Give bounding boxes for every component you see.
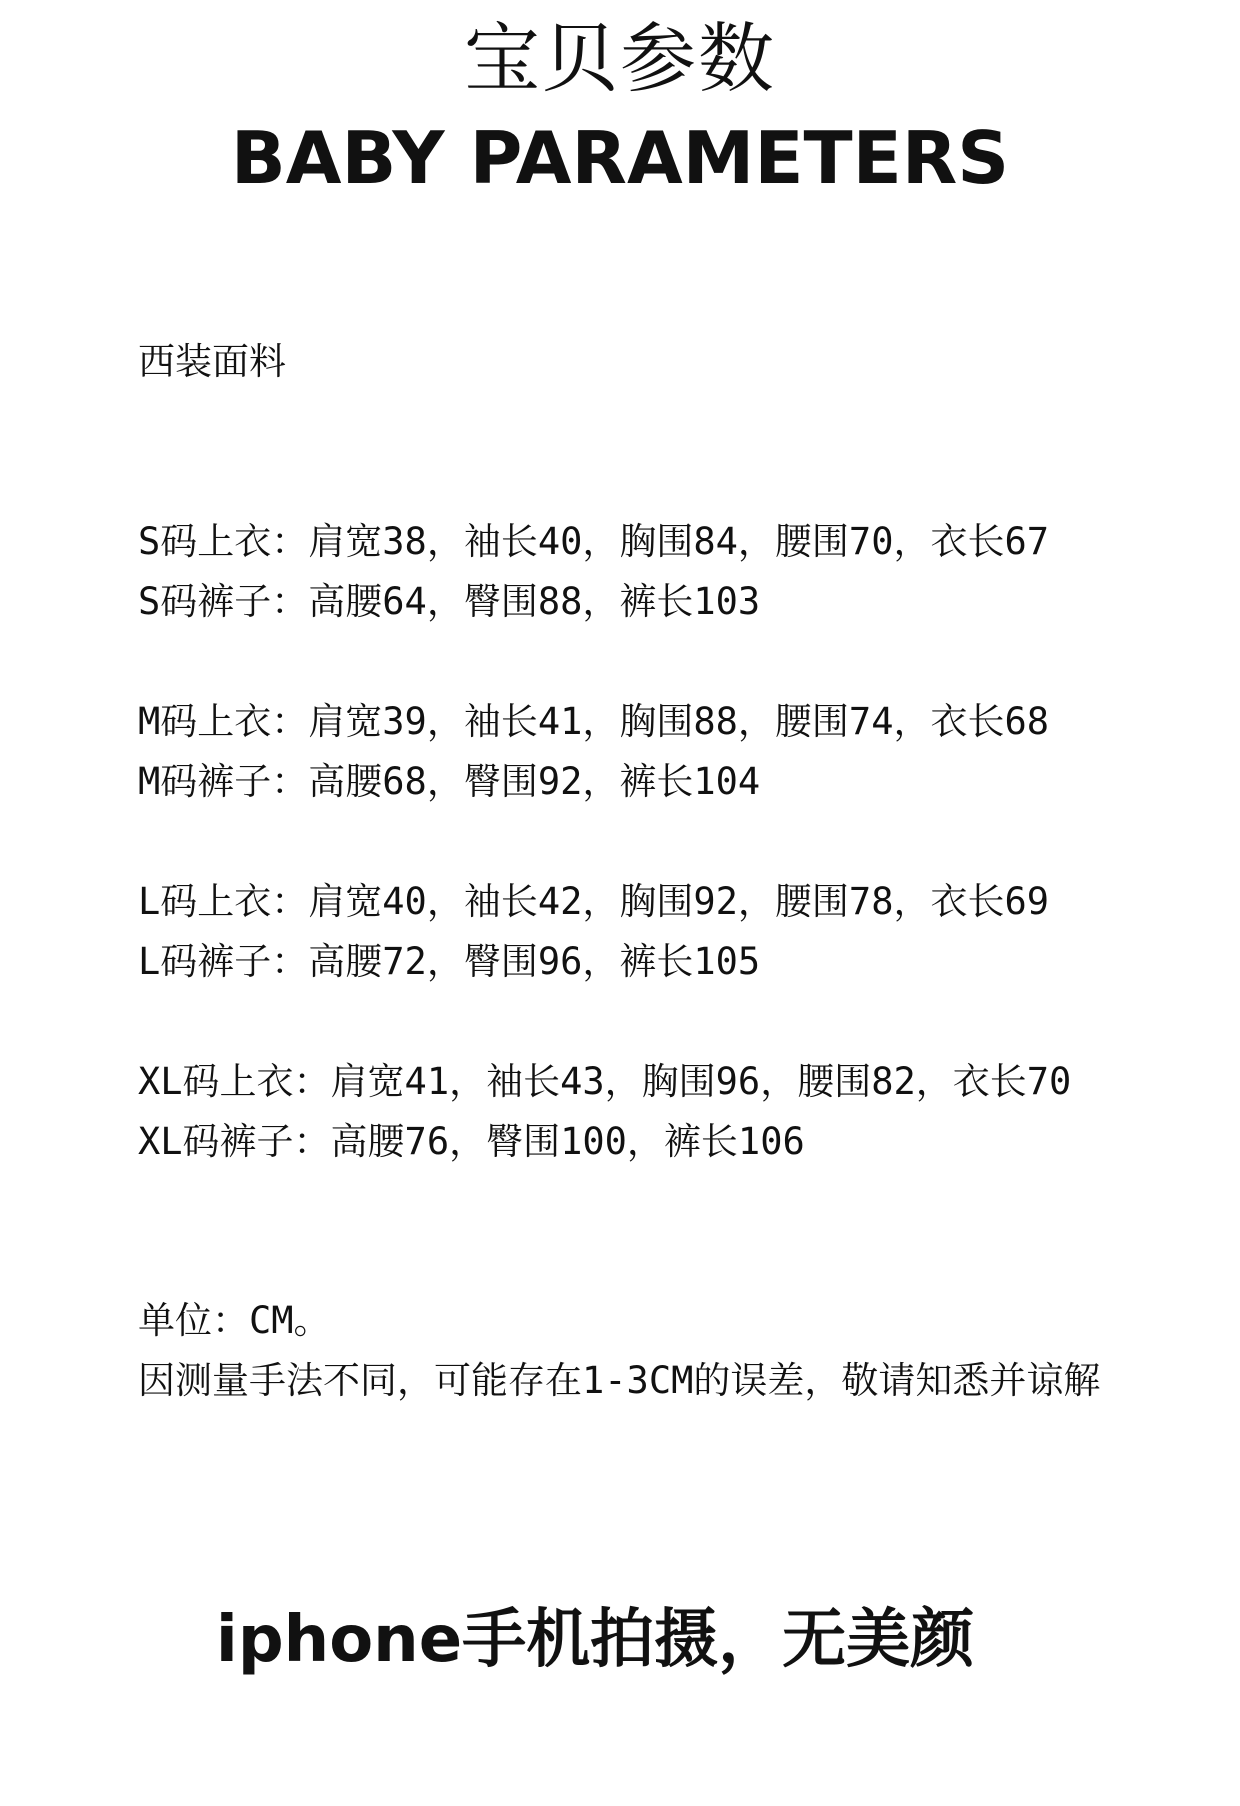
size-m-top: M码上衣：肩宽39，袖长41，胸围88，腰围74，衣长68	[138, 700, 1050, 743]
size-xl-pants: XL码裤子：高腰76，臀围100，裤长106	[138, 1120, 805, 1163]
size-s-top: S码上衣：肩宽38，袖长40，胸围84，腰围70，衣长67	[138, 520, 1050, 563]
fabric-label: 西装面料	[138, 340, 286, 383]
size-s-pants: S码裤子：高腰64，臀围88，裤长103	[138, 580, 761, 623]
photo-note: iphone手机拍摄，无美颜	[215, 1603, 975, 1677]
measurement-note	[138, 1291, 1100, 1411]
size-m-pants: M码裤子：高腰68，臀围92，裤长104	[138, 760, 761, 803]
page-title: 宝贝参数	[464, 14, 776, 103]
size-xl-top: XL码上衣：肩宽41，袖长43，胸围96，腰围82，衣长70	[138, 1060, 1072, 1103]
size-group-s	[138, 512, 1071, 632]
size-chart	[138, 512, 1071, 1172]
size-l-pants: L码裤子：高腰72，臀围96，裤长105	[138, 940, 761, 983]
disclaimer-note: 因测量手法不同，可能存在1-3CM的误差，敬请知悉并谅解	[138, 1359, 1101, 1402]
size-l-top: L码上衣：肩宽40，袖长42，胸围92，腰围78，衣长69	[138, 880, 1050, 923]
size-group-l	[138, 872, 1071, 992]
page-subtitle: BABY PARAMETERS	[230, 116, 1010, 200]
size-group-xl	[138, 1052, 1071, 1172]
size-group-m	[138, 692, 1071, 812]
unit-note: 单位：CM。	[138, 1299, 331, 1342]
